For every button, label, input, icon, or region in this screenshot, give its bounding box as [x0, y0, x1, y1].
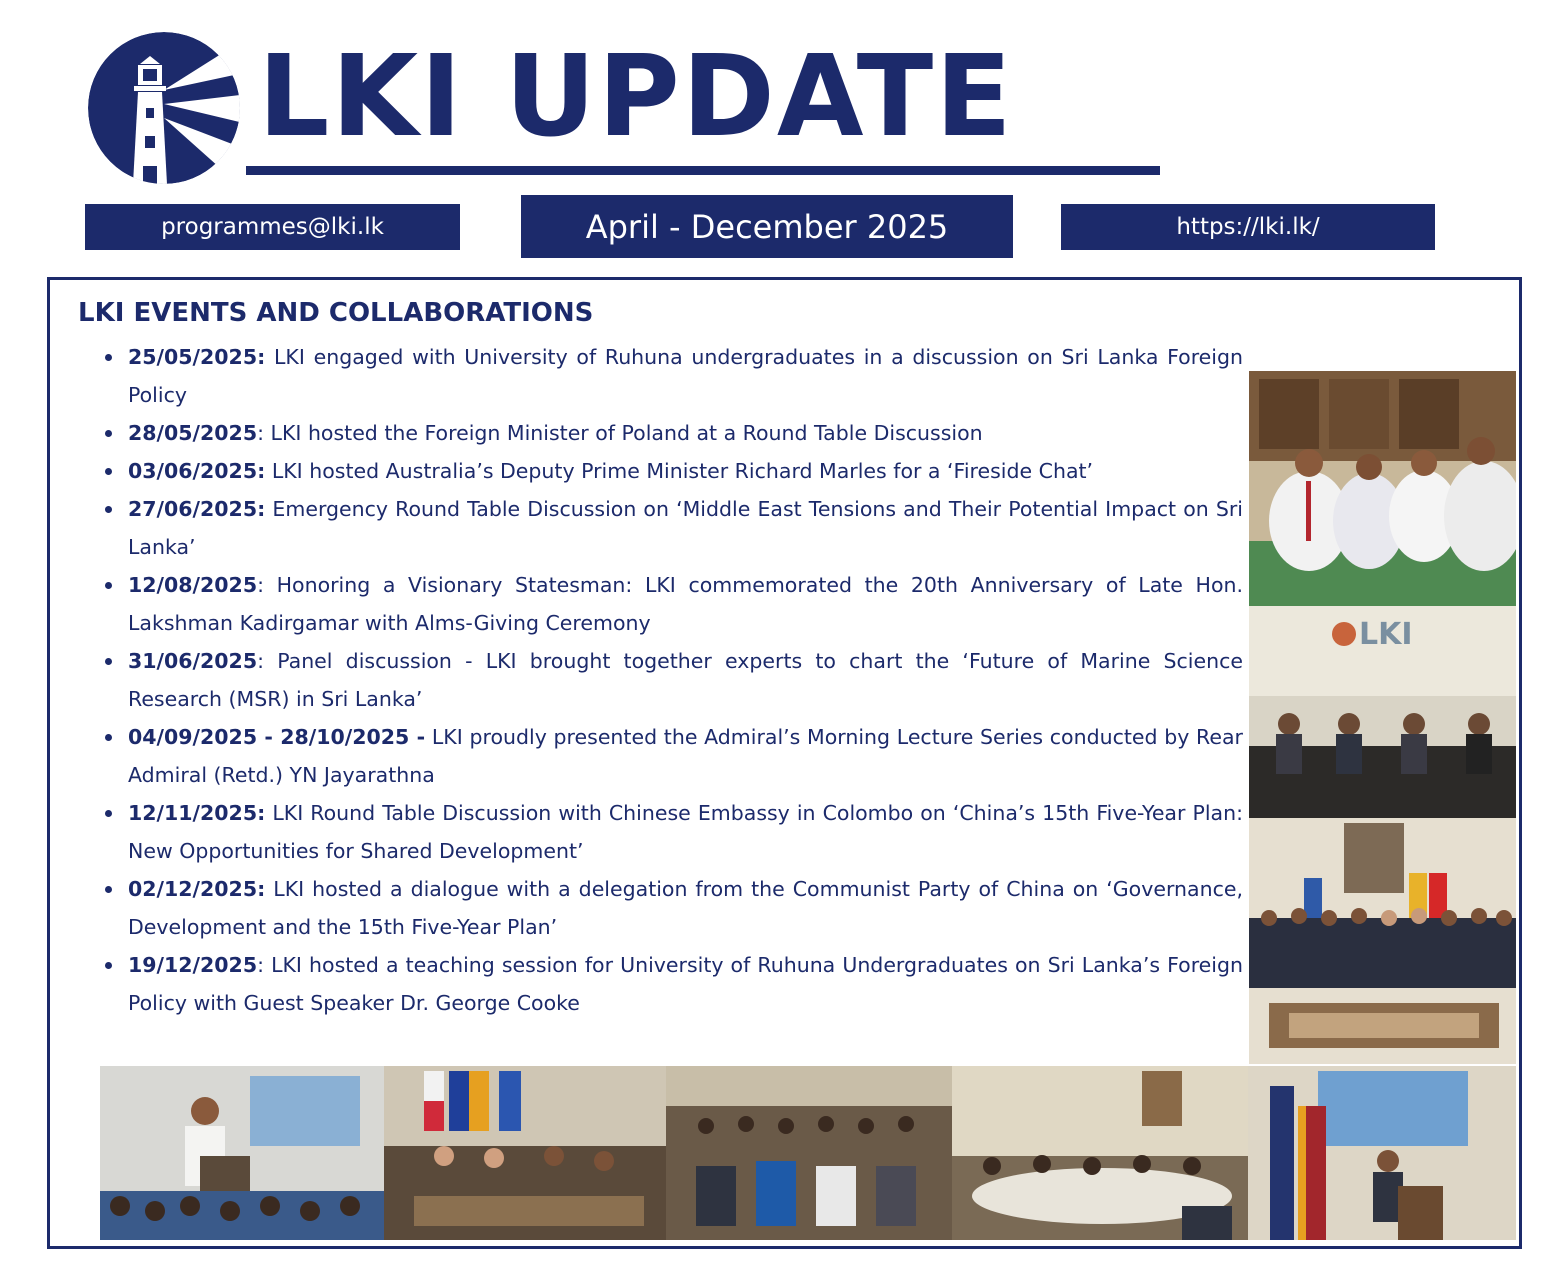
events-panel	[47, 277, 1522, 1249]
list-item: 12/11/2025: LKI Round Table Discussion with Chinese Embassy in Colombo on ‘China’s 15th Five-Year Plan: New Opportunities for Shared Development’	[100, 794, 1243, 870]
photo-china-delegation	[1249, 818, 1516, 1064]
list-item: 02/12/2025: LKI hosted a dialogue with a delegation from the Communist Party of China on ‘Governance, Development and the 15th Five-Year Plan’	[100, 870, 1243, 946]
banner-lki-text: LKI	[1359, 617, 1413, 652]
section-title: LKI EVENTS AND COLLABORATIONS	[78, 298, 594, 328]
list-item: 19/12/2025: LKI hosted a teaching session for University of Ruhuna Undergraduates on Sri Lanka’s Foreign Policy with Guest Speaker Dr. George Cooke	[100, 946, 1243, 1022]
photo-embassy-roundtable	[952, 1066, 1248, 1240]
list-item: 04/09/2025 - 28/10/2025 - LKI proudly presented the Admiral’s Morning Lecture Series conducted by Rear Admiral (Retd.) YN Jayarathna	[100, 718, 1243, 794]
list-item: 31/06/2025: Panel discussion - LKI brought together experts to chart the ‘Future of Marine Science Research (MSR) in Sri Lanka’	[100, 642, 1243, 718]
events-list	[100, 338, 1243, 1022]
photo-ruhuna-lecture	[100, 1066, 384, 1240]
list-item: 12/08/2025: Honoring a Visionary Statesman: LKI commemorated the 20th Anniversary of Late Hon. Lakshman Kadirgamar with Alms-Giving Ceremony	[100, 566, 1243, 642]
photo-alms-giving	[1249, 371, 1516, 606]
website-link[interactable]: https://lki.lk/	[1061, 204, 1435, 250]
page-title: LKI UPDATE	[258, 32, 1014, 162]
list-item: 28/05/2025: LKI hosted the Foreign Minister of Poland at a Round Table Discussion	[100, 414, 1243, 452]
photo-guest-speaker	[1248, 1066, 1516, 1240]
photo-poland-roundtable	[384, 1066, 666, 1240]
list-item: 25/05/2025: LKI engaged with University of Ruhuna undergraduates in a discussion on Sri Lanka Foreign Policy	[100, 338, 1243, 414]
lighthouse-logo-icon	[88, 32, 240, 184]
list-item: 27/06/2025: Emergency Round Table Discussion on ‘Middle East Tensions and Their Potential Impact on Sri Lanka’	[100, 490, 1243, 566]
period-badge: April - December 2025	[521, 195, 1013, 258]
photo-lecture-audience	[666, 1066, 952, 1240]
list-item: 03/06/2025: LKI hosted Australia’s Deputy Prime Minister Richard Marles for a ‘Fireside Chat’	[100, 452, 1243, 490]
title-underline	[246, 166, 1160, 175]
photo-panel-discussion	[1249, 606, 1516, 818]
email-link[interactable]: programmes@lki.lk	[85, 204, 460, 250]
